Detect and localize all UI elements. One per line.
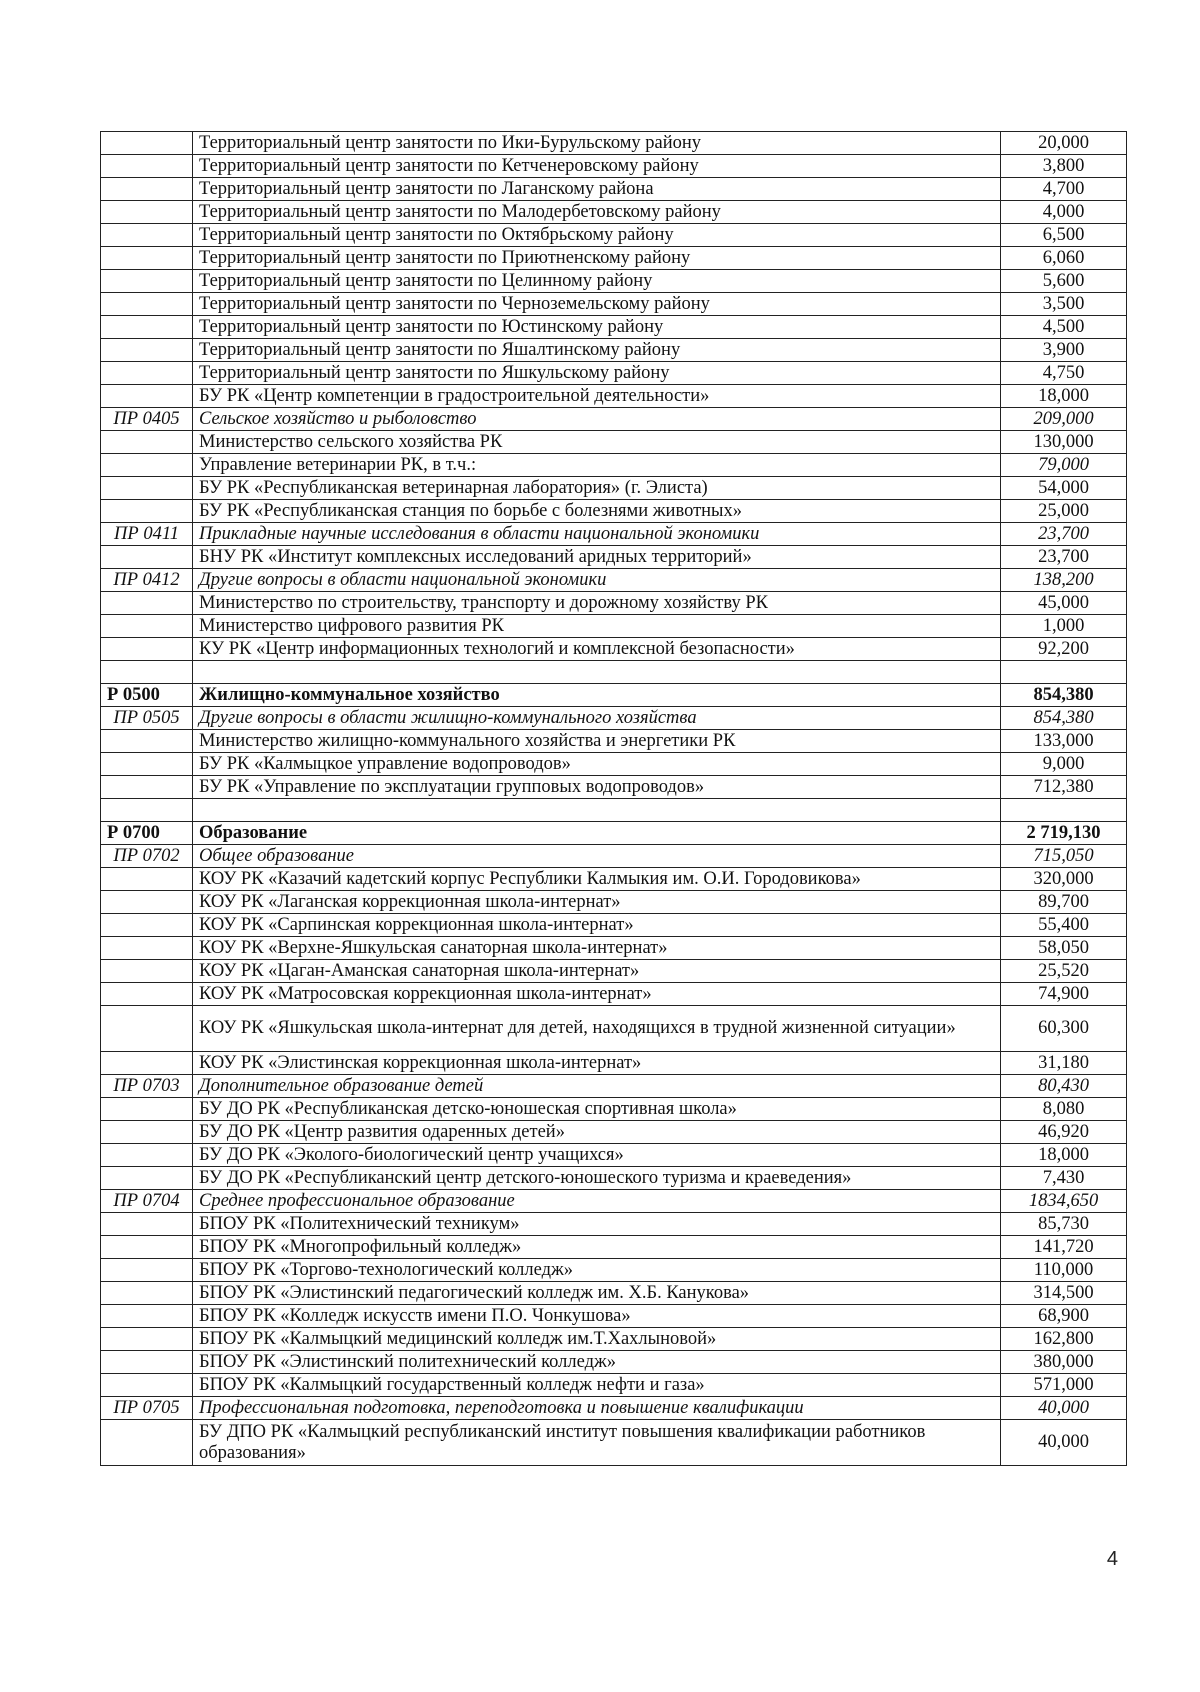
row-value: 141,720 (1001, 1236, 1127, 1259)
table-row (101, 730, 1127, 753)
row-code (101, 960, 193, 983)
row-name: БПОУ РК «Многопрофильный колледж» (193, 1236, 1001, 1259)
table-row (101, 316, 1127, 339)
row-value (1001, 661, 1127, 684)
row-code (101, 293, 193, 316)
row-value: 6,500 (1001, 224, 1127, 247)
budget-table-container (100, 131, 1126, 1466)
row-code (101, 1259, 193, 1282)
row-code (101, 1305, 193, 1328)
row-value: 3,800 (1001, 155, 1127, 178)
row-code (101, 477, 193, 500)
row-name: Территориальный центр занятости по Малодербетовскому району (193, 201, 1001, 224)
row-value: 40,000 (1001, 1397, 1127, 1420)
table-row (101, 132, 1127, 155)
row-value: 1,000 (1001, 615, 1127, 638)
row-name: БУ РК «Республиканская ветеринарная лаборатория» (г. Элиста) (193, 477, 1001, 500)
row-code (101, 500, 193, 523)
blank-row (101, 661, 1127, 684)
table-row (101, 431, 1127, 454)
row-code (101, 1351, 193, 1374)
row-name: Территориальный центр занятости по Яшалтинскому району (193, 339, 1001, 362)
row-code (101, 201, 193, 224)
row-code (101, 431, 193, 454)
row-code (101, 1121, 193, 1144)
row-value: 5,600 (1001, 270, 1127, 293)
row-name: Среднее профессиональное образование (193, 1190, 1001, 1213)
row-name: БПОУ РК «Калмыцкий медицинский колледж им.Т.Хахлыновой» (193, 1328, 1001, 1351)
row-code: ПР 0702 (101, 845, 193, 868)
row-code (101, 1167, 193, 1190)
row-code (101, 132, 193, 155)
row-name: БПОУ РК «Колледж искусств имени П.О. Чонкушова» (193, 1305, 1001, 1328)
row-name: Министерство по строительству, транспорту и дорожному хозяйству РК (193, 592, 1001, 615)
row-name: КОУ РК «Яшкульская школа-интернат для детей, находящихся в трудной жизненной ситуации» (193, 1006, 1001, 1052)
row-name: Министерство цифрового развития РК (193, 615, 1001, 638)
row-value: 55,400 (1001, 914, 1127, 937)
row-value: 712,380 (1001, 776, 1127, 799)
row-code (101, 454, 193, 477)
subsection-row (101, 408, 1127, 431)
section-row (101, 684, 1127, 707)
row-name: БУ ДО РК «Эколого-биологический центр учащихся» (193, 1144, 1001, 1167)
row-code (101, 339, 193, 362)
row-name: Территориальный центр занятости по Октябрьскому району (193, 224, 1001, 247)
row-code (101, 914, 193, 937)
table-row (101, 362, 1127, 385)
row-name: Общее образование (193, 845, 1001, 868)
row-code (101, 1420, 193, 1466)
row-value: 46,920 (1001, 1121, 1127, 1144)
row-name: БУ РК «Центр компетенции в градостроительной деятельности» (193, 385, 1001, 408)
row-value: 23,700 (1001, 546, 1127, 569)
row-name: Министерство жилищно-коммунального хозяйства и энергетики РК (193, 730, 1001, 753)
table-row (101, 1213, 1127, 1236)
table-row (101, 1236, 1127, 1259)
row-code (101, 983, 193, 1006)
row-name: Другие вопросы в области национальной экономики (193, 569, 1001, 592)
row-code (101, 776, 193, 799)
row-code (101, 546, 193, 569)
table-row (101, 592, 1127, 615)
table-row (101, 339, 1127, 362)
row-code (101, 1098, 193, 1121)
row-code (101, 270, 193, 293)
row-code (101, 730, 193, 753)
row-name: БУ ДО РК «Республиканская детско-юношеская спортивная школа» (193, 1098, 1001, 1121)
row-code: ПР 0703 (101, 1075, 193, 1098)
table-row (101, 201, 1127, 224)
table-row (101, 1098, 1127, 1121)
row-code (101, 1374, 193, 1397)
row-name: БУ РК «Управление по эксплуатации групповых водопроводов» (193, 776, 1001, 799)
row-code (101, 385, 193, 408)
row-name: КУ РК «Центр информационных технологий и комплексной безопасности» (193, 638, 1001, 661)
row-code: ПР 0411 (101, 523, 193, 546)
row-name: БУ РК «Республиканская станция по борьбе с болезнями животных» (193, 500, 1001, 523)
row-name: БУ РК «Калмыцкое управление водопроводов» (193, 753, 1001, 776)
table-row (101, 776, 1127, 799)
row-value: 45,000 (1001, 592, 1127, 615)
row-code (101, 891, 193, 914)
row-value: 1834,650 (1001, 1190, 1127, 1213)
row-code: ПР 0405 (101, 408, 193, 431)
row-code (101, 1328, 193, 1351)
row-value (1001, 799, 1127, 822)
row-name: КОУ РК «Сарпинская коррекционная школа-интернат» (193, 914, 1001, 937)
table-row (101, 1259, 1127, 1282)
table-row (101, 1144, 1127, 1167)
row-code (101, 247, 193, 270)
row-code (101, 615, 193, 638)
row-name: БПОУ РК «Элистинский педагогический колледж им. Х.Б. Канукова» (193, 1282, 1001, 1305)
row-name: Территориальный центр занятости по Юстинскому району (193, 316, 1001, 339)
row-name: Территориальный центр занятости по Приютненскому району (193, 247, 1001, 270)
row-name: Жилищно-коммунальное хозяйство (193, 684, 1001, 707)
row-value: 25,000 (1001, 500, 1127, 523)
row-code: ПР 0505 (101, 707, 193, 730)
row-code (101, 661, 193, 684)
table-row (101, 385, 1127, 408)
table-row (101, 615, 1127, 638)
table-row (101, 1374, 1127, 1397)
row-name: КОУ РК «Лаганская коррекционная школа-интернат» (193, 891, 1001, 914)
row-name: Территориальный центр занятости по Кетченеровскому району (193, 155, 1001, 178)
section-row (101, 822, 1127, 845)
row-name: Другие вопросы в области жилищно-коммунального хозяйства (193, 707, 1001, 730)
row-value: 31,180 (1001, 1052, 1127, 1075)
row-value: 74,900 (1001, 983, 1127, 1006)
row-value: 7,430 (1001, 1167, 1127, 1190)
table-row (101, 983, 1127, 1006)
row-value: 6,060 (1001, 247, 1127, 270)
table-row (101, 1052, 1127, 1075)
row-name (193, 661, 1001, 684)
row-value: 162,800 (1001, 1328, 1127, 1351)
table-row (101, 178, 1127, 201)
row-value: 571,000 (1001, 1374, 1127, 1397)
table-row (101, 500, 1127, 523)
row-value: 209,000 (1001, 408, 1127, 431)
table-row (101, 960, 1127, 983)
row-value: 18,000 (1001, 385, 1127, 408)
row-name: БНУ РК «Институт комплексных исследований аридных территорий» (193, 546, 1001, 569)
subsection-row (101, 569, 1127, 592)
row-code: Р 0500 (101, 684, 193, 707)
row-value: 8,080 (1001, 1098, 1127, 1121)
row-value: 130,000 (1001, 431, 1127, 454)
table-row (101, 1006, 1127, 1052)
row-value: 138,200 (1001, 569, 1127, 592)
row-value: 4,500 (1001, 316, 1127, 339)
row-value: 4,700 (1001, 178, 1127, 201)
table-row (101, 1121, 1127, 1144)
row-value: 23,700 (1001, 523, 1127, 546)
row-value: 4,000 (1001, 201, 1127, 224)
table-row (101, 1282, 1127, 1305)
table-row (101, 270, 1127, 293)
row-value: 89,700 (1001, 891, 1127, 914)
budget-table (100, 131, 1127, 1466)
row-value: 18,000 (1001, 1144, 1127, 1167)
table-row (101, 293, 1127, 316)
row-name: Территориальный центр занятости по Лаганскому района (193, 178, 1001, 201)
row-name: КОУ РК «Цаган-Аманская санаторная школа-интернат» (193, 960, 1001, 983)
row-name: КОУ РК «Элистинская коррекционная школа-интернат» (193, 1052, 1001, 1075)
table-row (101, 1167, 1127, 1190)
row-code (101, 1236, 193, 1259)
row-name (193, 799, 1001, 822)
row-code (101, 155, 193, 178)
row-code (101, 1282, 193, 1305)
subsection-row (101, 845, 1127, 868)
row-code (101, 937, 193, 960)
row-value: 4,750 (1001, 362, 1127, 385)
row-name: Территориальный центр занятости по Целинному району (193, 270, 1001, 293)
row-name: БПОУ РК «Элистинский политехнический колледж» (193, 1351, 1001, 1374)
row-value: 92,200 (1001, 638, 1127, 661)
row-value: 40,000 (1001, 1420, 1127, 1466)
row-value: 715,050 (1001, 845, 1127, 868)
row-code (101, 362, 193, 385)
table-row (101, 1351, 1127, 1374)
row-code (101, 799, 193, 822)
row-value: 314,500 (1001, 1282, 1127, 1305)
row-value: 68,900 (1001, 1305, 1127, 1328)
row-code: ПР 0705 (101, 1397, 193, 1420)
row-code (101, 1006, 193, 1052)
row-name: БУ ДПО РК «Калмыцкий республиканский институт повышения квалификации работников образования» (193, 1420, 1001, 1466)
table-row (101, 914, 1127, 937)
row-name: БПОУ РК «Торгово-технологический колледж» (193, 1259, 1001, 1282)
row-value: 58,050 (1001, 937, 1127, 960)
subsection-row (101, 1190, 1127, 1213)
row-name: КОУ РК «Казачий кадетский корпус Республики Калмыкия им. О.И. Городовикова» (193, 868, 1001, 891)
row-name: Территориальный центр занятости по Ики-Бурульскому району (193, 132, 1001, 155)
row-value: 54,000 (1001, 477, 1127, 500)
row-name: Профессиональная подготовка, переподготовка и повышение квалификации (193, 1397, 1001, 1420)
row-code: ПР 0704 (101, 1190, 193, 1213)
table-row (101, 247, 1127, 270)
row-code (101, 592, 193, 615)
row-code: ПР 0412 (101, 569, 193, 592)
subsection-row (101, 1075, 1127, 1098)
row-value: 320,000 (1001, 868, 1127, 891)
row-value: 20,000 (1001, 132, 1127, 155)
row-code (101, 638, 193, 661)
row-code (101, 1213, 193, 1236)
row-name: БУ ДО РК «Центр развития одаренных детей» (193, 1121, 1001, 1144)
row-name: Сельское хозяйство и рыболовство (193, 408, 1001, 431)
row-code (101, 178, 193, 201)
row-value: 2 719,130 (1001, 822, 1127, 845)
row-code (101, 868, 193, 891)
row-value: 85,730 (1001, 1213, 1127, 1236)
row-name: Прикладные научные исследования в области национальной экономики (193, 523, 1001, 546)
row-name: КОУ РК «Матросовская коррекционная школа-интернат» (193, 983, 1001, 1006)
row-name: Территориальный центр занятости по Яшкульскому району (193, 362, 1001, 385)
row-code (101, 1052, 193, 1075)
row-value: 133,000 (1001, 730, 1127, 753)
row-value: 854,380 (1001, 684, 1127, 707)
row-value: 79,000 (1001, 454, 1127, 477)
table-row (101, 868, 1127, 891)
row-name: Управление ветеринарии РК, в т.ч.: (193, 454, 1001, 477)
table-row (101, 1305, 1127, 1328)
table-row (101, 155, 1127, 178)
table-row (101, 546, 1127, 569)
row-value: 9,000 (1001, 753, 1127, 776)
table-row (101, 891, 1127, 914)
budget-table-body (101, 132, 1127, 1466)
subsection-row (101, 1397, 1127, 1420)
table-row (101, 1420, 1127, 1466)
subsection-row (101, 523, 1127, 546)
table-row (101, 638, 1127, 661)
row-value: 80,430 (1001, 1075, 1127, 1098)
table-row (101, 454, 1127, 477)
table-row (101, 1328, 1127, 1351)
row-name: КОУ РК «Верхне-Яшкульская санаторная школа-интернат» (193, 937, 1001, 960)
row-name: БПОУ РК «Калмыцкий государственный колледж нефти и газа» (193, 1374, 1001, 1397)
row-name: Дополнительное образование детей (193, 1075, 1001, 1098)
row-code (101, 316, 193, 339)
row-name: БПОУ РК «Политехнический техникум» (193, 1213, 1001, 1236)
row-name: Территориальный центр занятости по Черноземельскому району (193, 293, 1001, 316)
row-value: 380,000 (1001, 1351, 1127, 1374)
row-code (101, 753, 193, 776)
table-row (101, 753, 1127, 776)
blank-row (101, 799, 1127, 822)
row-value: 60,300 (1001, 1006, 1127, 1052)
table-row (101, 937, 1127, 960)
row-value: 3,900 (1001, 339, 1127, 362)
row-code (101, 1144, 193, 1167)
row-value: 110,000 (1001, 1259, 1127, 1282)
row-code: Р 0700 (101, 822, 193, 845)
row-name: Министерство сельского хозяйства РК (193, 431, 1001, 454)
subsection-row (101, 707, 1127, 730)
row-value: 854,380 (1001, 707, 1127, 730)
table-row (101, 477, 1127, 500)
row-value: 25,520 (1001, 960, 1127, 983)
table-row (101, 224, 1127, 247)
row-value: 3,500 (1001, 293, 1127, 316)
row-code (101, 224, 193, 247)
row-name: Образование (193, 822, 1001, 845)
row-name: БУ ДО РК «Республиканский центр детского-юношеского туризма и краеведения» (193, 1167, 1001, 1190)
page-number: 4 (1106, 1548, 1118, 1570)
